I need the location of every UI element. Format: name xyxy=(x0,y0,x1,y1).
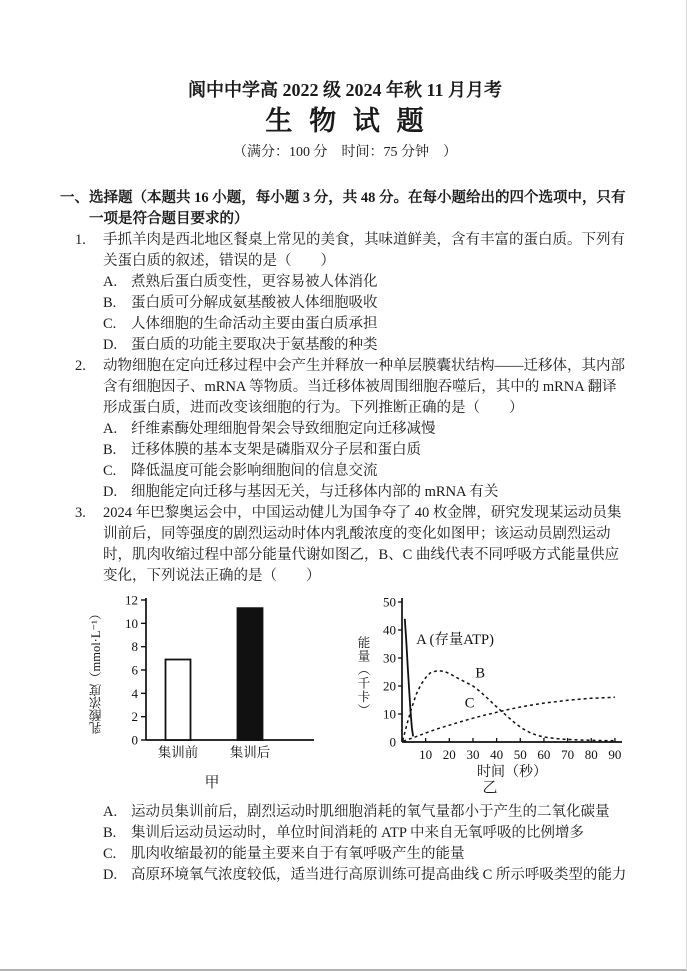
question-number: 3. xyxy=(75,505,86,521)
svg-text:时间（秒）: 时间（秒） xyxy=(477,765,547,780)
exam-subject-title: 生 物 试 题 xyxy=(265,106,425,136)
figure-jia-bar-chart xyxy=(86,592,338,792)
line-chart-svg xyxy=(374,592,628,782)
exam-school-line: 阆中中学高 2022 级 2024 年秋 11 月月考 xyxy=(187,80,502,100)
option-text: 高原环境氧气浓度较低，适当进行高原训练可提高曲线 C 所示呼吸类型的能力 xyxy=(131,867,627,883)
svg-text:40: 40 xyxy=(490,747,504,762)
option-label: C. xyxy=(103,846,117,862)
question-number: 1. xyxy=(75,232,86,248)
question-3-option-a xyxy=(60,802,630,823)
svg-text:30: 30 xyxy=(383,650,396,666)
question-2-option-d xyxy=(60,482,630,503)
question-stem: 动物细胞在定向迁移过程中会产生并释放一种单层膜囊状结构——迁移体，其内部含有细胞因子、mRNA 等物质。当迁移体被周围细胞吞噬后，其中的 mRNA 翻译形成蛋白质，进而改变该细胞的行为。下列推断正确的是（ ） xyxy=(103,358,625,416)
option-label: A. xyxy=(103,804,118,820)
option-label: B. xyxy=(103,825,117,841)
svg-text:集训后: 集训后 xyxy=(229,745,271,760)
question-3-option-b xyxy=(60,823,630,844)
svg-text:20: 20 xyxy=(383,678,396,694)
option-label: C. xyxy=(103,316,117,332)
question-3-option-c xyxy=(60,844,630,865)
question-number: 2. xyxy=(75,358,86,374)
svg-text:0: 0 xyxy=(389,734,396,750)
option-label: C. xyxy=(103,463,117,479)
bar-chart-svg xyxy=(108,592,338,772)
svg-text:B: B xyxy=(475,665,486,682)
question-2 xyxy=(60,356,630,419)
svg-text:10: 10 xyxy=(419,747,433,762)
option-text: 集训后运动员运动时，单位时间消耗的 ATP 中来自无氧呼吸的比例增多 xyxy=(131,825,584,841)
option-text: 迁移体膜的基本支架是磷脂双分子层和蛋白质 xyxy=(131,442,421,458)
svg-text:80: 80 xyxy=(584,747,598,762)
option-label: D. xyxy=(103,484,118,500)
option-text: 人体细胞的生命活动主要由蛋白质承担 xyxy=(131,316,378,332)
svg-text:10: 10 xyxy=(383,706,396,722)
question-3-option-d xyxy=(60,865,630,886)
question-2-option-c xyxy=(60,461,630,482)
option-label: D. xyxy=(103,867,118,883)
option-label: A. xyxy=(103,274,118,290)
svg-text:50: 50 xyxy=(513,747,527,762)
option-label: B. xyxy=(103,295,117,311)
svg-text:30: 30 xyxy=(466,747,480,762)
svg-text:12: 12 xyxy=(125,592,138,608)
svg-text:90: 90 xyxy=(608,747,622,762)
svg-text:6: 6 xyxy=(131,662,138,678)
option-text: 纤维素酶处理细胞骨架会导致细胞定向迁移减慢 xyxy=(131,421,436,437)
option-text: 运动员集训前后，剧烈运动时肌细胞消耗的氧气量都小于产生的二氧化碳量 xyxy=(131,804,610,820)
svg-text:70: 70 xyxy=(561,747,575,762)
question-stem: 2024 年巴黎奥运会中，中国运动健儿为国争夺了 40 枚金牌，研究发现某运动员集训前后，同等强度的剧烈运动时体内乳酸浓度的变化如图甲；该运动员剧烈运动时，肌肉收缩过程中部分能量代谢如图乙，B、C 曲线代表不同呼吸方式能量供应变化，下列说法正确的是（ ） xyxy=(103,505,622,584)
svg-text:2: 2 xyxy=(131,709,138,725)
option-text: 降低温度可能会影响细胞间的信息交流 xyxy=(131,463,378,479)
question-2-option-b xyxy=(60,440,630,461)
question-1 xyxy=(60,230,630,272)
figure-jia-caption: 甲 xyxy=(204,775,220,791)
figure-yi-caption: 乙 xyxy=(482,780,498,796)
svg-text:C: C xyxy=(464,695,475,712)
question-1-option-d xyxy=(60,335,630,356)
question-3 xyxy=(60,503,630,587)
question-2-option-a xyxy=(60,419,630,440)
svg-text:10: 10 xyxy=(125,615,138,631)
question-1-option-c xyxy=(60,314,630,335)
option-label: A. xyxy=(103,421,118,437)
svg-text:50: 50 xyxy=(383,594,396,610)
option-text: 煮熟后蛋白质变性，更容易被人体消化 xyxy=(131,274,378,290)
svg-text:4: 4 xyxy=(131,685,138,701)
option-text: 肌肉收缩最初的能量主要来自于有氧呼吸产生的能量 xyxy=(131,846,465,862)
svg-text:40: 40 xyxy=(383,622,396,638)
svg-text:0: 0 xyxy=(131,732,138,748)
figure-row xyxy=(86,592,630,797)
question-1-option-b xyxy=(60,293,630,314)
option-label: D. xyxy=(103,337,118,353)
question-1-option-a xyxy=(60,272,630,293)
yi-y-axis-label: 能量（千卡） xyxy=(356,635,370,717)
section-heading: 一、选择题（本题共 16 小题，每小题 3 分，共 48 分。在每小题给出的四个选项中，只有一项是符合题目要求的） xyxy=(60,190,626,227)
svg-text:60: 60 xyxy=(537,747,551,762)
option-text: 蛋白质的功能主要取决于氨基酸的种类 xyxy=(131,337,378,353)
svg-text:8: 8 xyxy=(131,639,138,655)
option-text: 细胞能定向迁移与基因无关，与迁移体内部的 mRNA 有关 xyxy=(131,484,499,500)
svg-text:集训前: 集训前 xyxy=(157,745,199,760)
question-stem: 手抓羊肉是西北地区餐桌上常见的美食，其味道鲜美，含有丰富的蛋白质。下列有关蛋白质的叙述，错误的是（ ） xyxy=(103,232,625,269)
option-text: 蛋白质可分解成氨基酸被人体细胞吸收 xyxy=(131,295,378,311)
svg-text:A (存量ATP): A (存量ATP) xyxy=(416,632,494,648)
exam-meta-line: （满分：100 分 时间：75 分钟 ） xyxy=(233,145,457,160)
figure-yi-line-chart xyxy=(352,592,628,797)
jia-y-axis-label: 乳酸浓度（mmol·L⁻¹） xyxy=(89,607,103,735)
svg-text:20: 20 xyxy=(442,747,456,762)
option-label: B. xyxy=(103,442,117,458)
